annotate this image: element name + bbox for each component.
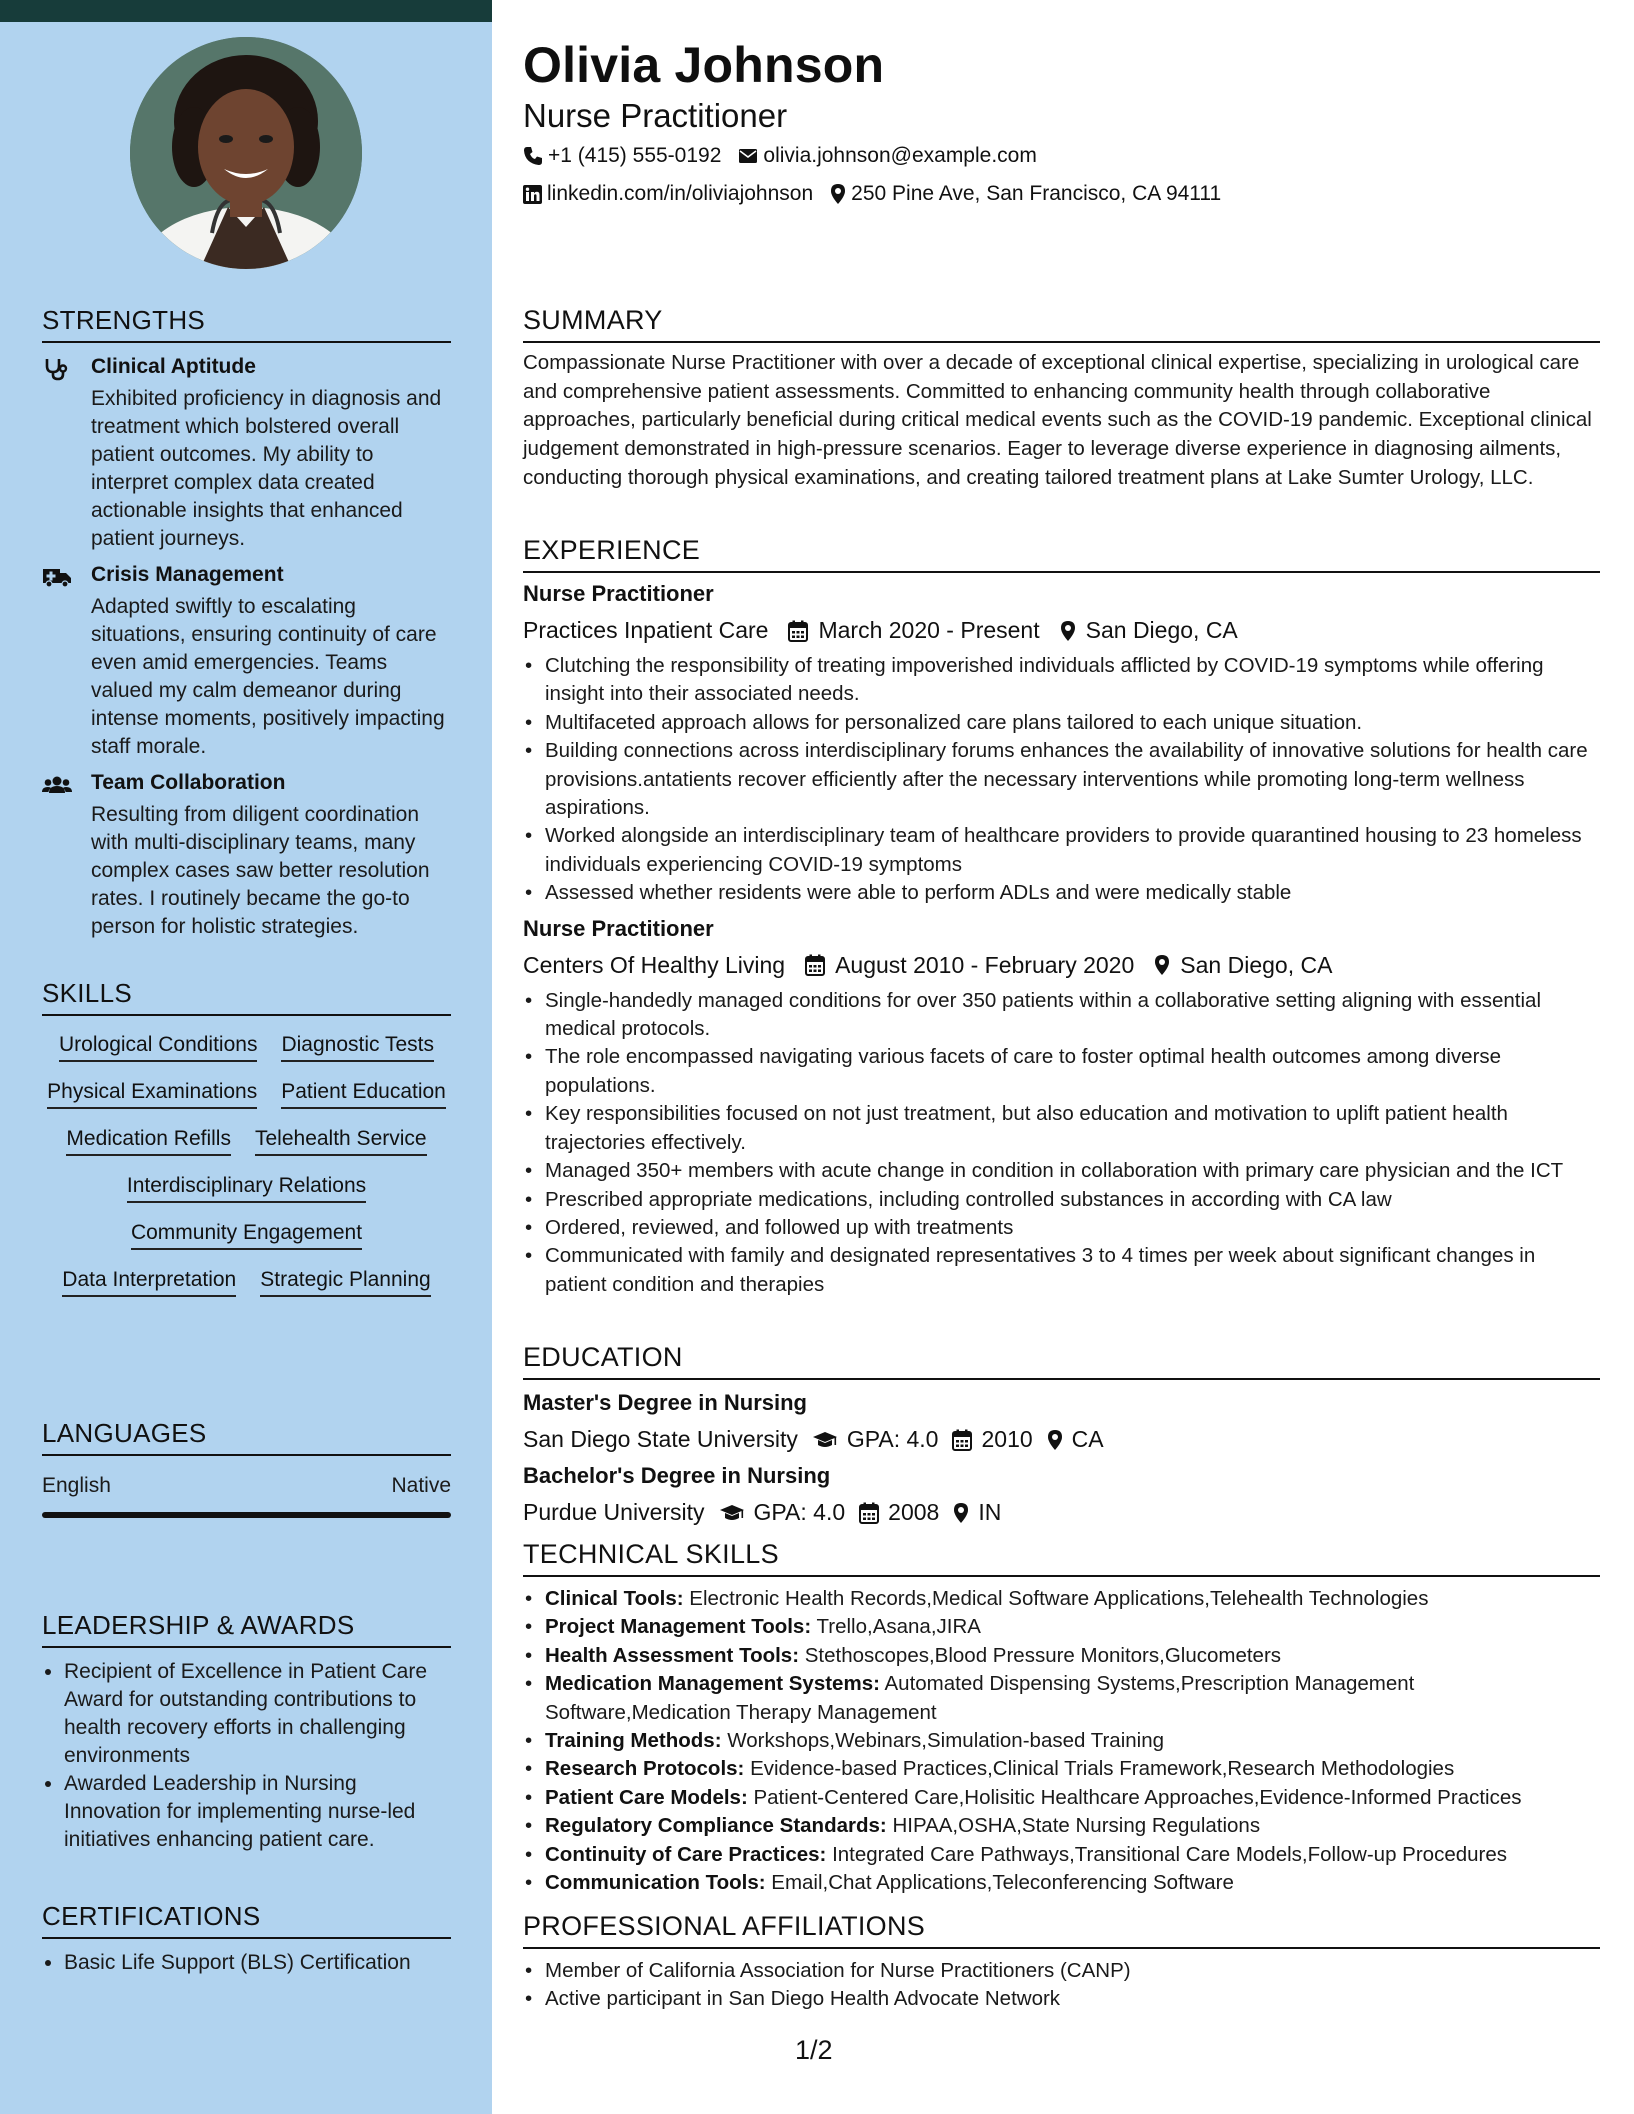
map-pin-icon bbox=[953, 1502, 969, 1524]
map-pin-icon bbox=[1154, 954, 1170, 976]
certifications-title: CERTIFICATIONS bbox=[42, 1901, 451, 1939]
education-entry bbox=[523, 1463, 1600, 1526]
job-bullet: • Single-handedly managed conditions for over 350 patients within a collaborative setting aligning with essential medical protocols. bbox=[523, 987, 1600, 1044]
job-title: Nurse Practitioner bbox=[523, 581, 714, 606]
contact-row bbox=[523, 182, 1238, 206]
skill-tag: Community Engagement bbox=[131, 1221, 362, 1250]
technical-skills-title: TECHNICAL SKILLS bbox=[523, 1539, 1600, 1577]
sidebar bbox=[0, 0, 492, 2114]
skills-title: SKILLS bbox=[42, 978, 451, 1016]
affiliations-section bbox=[523, 1911, 1600, 2014]
experience-title: EXPERIENCE bbox=[523, 535, 1600, 573]
skill-tag: Diagnostic Tests bbox=[281, 1033, 434, 1062]
job-bullet: • Communicated with family and designated representatives 3 to 4 times per week about significant changes in patient condition and therapies bbox=[523, 1242, 1600, 1299]
job-location: San Diego, CA bbox=[1085, 617, 1238, 643]
tech-skill-value: Email,Chat Applications,Teleconferencing Software bbox=[771, 1871, 1234, 1895]
tech-skill-value: Automated Dispensing Systems,Prescription Management Software,Medication Therapy Management bbox=[545, 1672, 1415, 1724]
tech-skill-label: Training Methods: bbox=[545, 1729, 722, 1753]
education-school: Purdue University bbox=[523, 1499, 705, 1525]
job-company: Practices Inpatient Care bbox=[523, 617, 769, 643]
summary-section bbox=[523, 305, 1600, 493]
job-dates: March 2020 - Present bbox=[818, 617, 1040, 643]
education-entry bbox=[523, 1390, 1600, 1453]
experience-section bbox=[523, 535, 1600, 1299]
skill-tag: Urological Conditions bbox=[59, 1033, 257, 1062]
affiliations-title: PROFESSIONAL AFFILIATIONS bbox=[523, 1911, 1600, 1949]
strength-description: Adapted swiftly to escalating situations, ensuring continuity of care even amid emergencies. Teams valued my calm demeanor during intense moments, positively impacting staff morale. bbox=[91, 595, 445, 758]
affiliation-item: • Member of California Association for Nurse Practitioners (CANP) bbox=[523, 1957, 1600, 1985]
address-contact bbox=[830, 182, 1221, 206]
education-location: CA bbox=[1071, 1426, 1104, 1452]
tech-skill-label: Health Assessment Tools: bbox=[545, 1643, 800, 1667]
languages-section bbox=[42, 1418, 451, 1518]
calendar-icon bbox=[788, 620, 808, 642]
certification-item: • Basic Life Support (BLS) Certification bbox=[64, 1949, 451, 1977]
tech-skill-value: Evidence-based Practices,Clinical Trials Framework,Research Methodologies bbox=[750, 1757, 1455, 1781]
calendar-icon bbox=[952, 1429, 972, 1451]
job-bullet: • The role encompassed navigating various facets of care to foster optimal health outcomes among diverse populations. bbox=[523, 1043, 1600, 1100]
strength-title: Team Collaboration bbox=[91, 771, 286, 794]
job-meta bbox=[523, 952, 1600, 979]
tech-skill-label: Continuity of Care Practices: bbox=[545, 1842, 827, 1866]
tech-skill-label: Clinical Tools: bbox=[545, 1587, 684, 1610]
tech-skill-value: Electronic Health Records,Medical Software Applications,Telehealth Technologies bbox=[689, 1587, 1429, 1610]
language-proficiency-bar bbox=[42, 1512, 451, 1518]
job-entry bbox=[523, 581, 1600, 908]
job-bullets bbox=[523, 987, 1600, 1299]
linkedin-url: linkedin.com/in/oliviajohnson bbox=[547, 182, 814, 205]
tech-skill-label: Communication Tools: bbox=[545, 1871, 766, 1895]
candidate-name: Olivia Johnson bbox=[523, 37, 885, 93]
profile-photo bbox=[130, 37, 362, 269]
job-location: San Diego, CA bbox=[1180, 951, 1333, 978]
summary-title: SUMMARY bbox=[523, 305, 1600, 343]
stethoscope-icon bbox=[42, 357, 72, 381]
education-gpa: GPA: 4.0 bbox=[753, 1499, 846, 1525]
education-school: San Diego State University bbox=[523, 1426, 798, 1452]
language-name: English bbox=[42, 1474, 111, 1497]
strengths-section bbox=[42, 305, 451, 941]
phone-contact[interactable] bbox=[523, 144, 721, 168]
calendar-icon bbox=[805, 954, 825, 976]
strength-item bbox=[42, 563, 451, 761]
technical-skills-list bbox=[523, 1585, 1600, 1897]
education-degree: Master's Degree in Nursing bbox=[523, 1390, 807, 1415]
tech-skill-label: Regulatory Compliance Standards: bbox=[545, 1814, 887, 1838]
skills-list bbox=[42, 1033, 451, 1297]
job-dates: August 2010 - February 2020 bbox=[835, 951, 1135, 978]
education-location: IN bbox=[978, 1499, 1002, 1525]
strength-title: Clinical Aptitude bbox=[91, 355, 256, 378]
tech-skill-value: Patient-Centered Care,Holisitic Healthcare Approaches,Evidence-Informed Practices bbox=[753, 1785, 1522, 1809]
certifications-section bbox=[42, 1901, 451, 1977]
envelope-icon bbox=[738, 148, 758, 164]
awards-list bbox=[42, 1658, 451, 1854]
job-bullet: • Ordered, reviewed, and followed up with treatments bbox=[523, 1214, 1600, 1242]
education-gpa: GPA: 4.0 bbox=[846, 1426, 939, 1452]
map-pin-icon bbox=[1047, 1429, 1063, 1451]
email-contact[interactable] bbox=[738, 144, 1036, 168]
strength-item bbox=[42, 771, 451, 941]
tech-skill-item bbox=[523, 1755, 1600, 1783]
tech-skill-label: Patient Care Models: bbox=[545, 1785, 748, 1809]
strength-description: Resulting from diligent coordination with multi-disciplinary teams, many complex cases saw better resolution rates. I routinely became the go-to person for holistic strategies. bbox=[91, 803, 430, 938]
language-row bbox=[42, 1474, 451, 1498]
job-company: Centers Of Healthy Living bbox=[523, 951, 786, 978]
education-meta bbox=[523, 1426, 1600, 1453]
awards-section bbox=[42, 1610, 451, 1854]
skill-tag: Strategic Planning bbox=[260, 1268, 430, 1297]
tech-skill-label: Medication Management Systems: bbox=[545, 1672, 880, 1696]
graduation-cap-icon bbox=[719, 1503, 745, 1523]
tech-skill-item bbox=[523, 1727, 1600, 1755]
job-bullet: • Multifaceted approach allows for personalized care plans tailored to each unique situation. bbox=[523, 709, 1600, 737]
tech-skill-label: Project Management Tools: bbox=[545, 1615, 812, 1639]
certifications-list bbox=[42, 1949, 451, 1977]
affiliations-list bbox=[523, 1957, 1600, 2014]
award-item: • Recipient of Excellence in Patient Care Award for outstanding contributions to health recovery efforts in challenging environments bbox=[64, 1658, 451, 1770]
address-text: 250 Pine Ave, San Francisco, CA 94111 bbox=[851, 182, 1222, 205]
strength-title: Crisis Management bbox=[91, 563, 284, 586]
tech-skill-item bbox=[523, 1642, 1600, 1670]
contact-row bbox=[523, 144, 1054, 168]
job-bullet: • Worked alongside an interdisciplinary team of healthcare providers to provide quarantined housing to 23 homeless individuals experiencing COVID-19 symptoms bbox=[523, 822, 1600, 879]
job-bullets bbox=[523, 652, 1600, 908]
job-bullet: • Managed 350+ members with acute change in condition in collaboration with primary care physician and the ICT bbox=[523, 1157, 1600, 1185]
graduation-cap-icon bbox=[812, 1430, 838, 1450]
award-item: • Awarded Leadership in Nursing Innovation for implementing nurse-led initiatives enhancing patient care. bbox=[64, 1770, 451, 1854]
tech-skill-item bbox=[523, 1613, 1600, 1641]
map-pin-icon bbox=[1060, 620, 1076, 642]
tech-skill-label: Research Protocols: bbox=[545, 1757, 745, 1781]
linkedin-icon bbox=[523, 185, 542, 204]
job-meta bbox=[523, 617, 1600, 644]
tech-skill-item bbox=[523, 1670, 1600, 1727]
page-number: 1/2 bbox=[795, 2035, 833, 2065]
job-bullet: • Prescribed appropriate medications, including controlled substances in according with CA law bbox=[523, 1186, 1600, 1214]
affiliation-item: • Active participant in San Diego Health Advocate Network bbox=[523, 1985, 1600, 2013]
tech-skill-value: Workshops,Webinars,Simulation-based Training bbox=[727, 1729, 1165, 1753]
sidebar-top-bar bbox=[0, 0, 492, 22]
candidate-role: Nurse Practitioner bbox=[523, 97, 788, 134]
skill-tag: Medication Refills bbox=[66, 1127, 231, 1156]
education-title: EDUCATION bbox=[523, 1342, 1600, 1380]
skill-tag: Interdisciplinary Relations bbox=[127, 1174, 366, 1203]
tech-skill-value: HIPAA,OSHA,State Nursing Regulations bbox=[892, 1814, 1261, 1838]
job-title: Nurse Practitioner bbox=[523, 915, 714, 941]
skill-tag: Patient Education bbox=[281, 1080, 446, 1109]
tech-skill-item bbox=[523, 1784, 1600, 1812]
education-degree: Bachelor's Degree in Nursing bbox=[523, 1463, 831, 1488]
ambulance-icon bbox=[42, 565, 72, 589]
skill-tag: Physical Examinations bbox=[47, 1080, 257, 1109]
tech-skill-item bbox=[523, 1812, 1600, 1840]
tech-skill-value: Integrated Care Pathways,Transitional Care Models,Follow-up Procedures bbox=[832, 1842, 1507, 1866]
technical-skills-section bbox=[523, 1539, 1600, 1897]
calendar-icon bbox=[859, 1502, 879, 1524]
summary-text: Compassionate Nurse Practitioner with over a decade of exceptional clinical expertise, specializing in urological care and comprehensive patient assessments. Committed to enhancing community health through collaborative approaches, particularly beneficial during critical medical events such as the COVID-19 pandemic. Exceptional clinical judgement demonstrated in high-pressure scenarios. Eager to leverage diverse experience in diagnosing ailments, conducting thorough physical examinations, and creating tailored treatment plans at Lake Sumter Urology, LLC. bbox=[523, 351, 1592, 489]
strengths-title: STRENGTHS bbox=[42, 305, 451, 343]
linkedin-contact[interactable] bbox=[523, 182, 813, 206]
education-year: 2010 bbox=[981, 1426, 1033, 1452]
users-icon bbox=[42, 773, 72, 797]
language-level: Native bbox=[391, 1474, 451, 1497]
languages-title: LANGUAGES bbox=[42, 1418, 451, 1456]
tech-skill-item bbox=[523, 1585, 1600, 1613]
skills-section bbox=[42, 978, 451, 1297]
phone-icon bbox=[523, 146, 543, 166]
job-bullet: • Assessed whether residents were able to perform ADLs and were medically stable bbox=[523, 879, 1600, 907]
skill-tag: Telehealth Service bbox=[255, 1127, 427, 1156]
education-meta bbox=[523, 1499, 1600, 1526]
email-address: olivia.johnson@example.com bbox=[763, 144, 1037, 167]
map-pin-icon bbox=[830, 183, 846, 205]
phone-number: +1 (415) 555-0192 bbox=[548, 144, 722, 167]
job-bullet: • Building connections across interdisciplinary forums enhances the availability of innovative solutions for health care provisions.antatients recover efficiently after the necessary interventions while promoting long-term wellness aspirations. bbox=[523, 737, 1600, 822]
job-bullet: • Key responsibilities focused on not just treatment, but also education and motivation to uplift patient health trajectories effectively. bbox=[523, 1100, 1600, 1157]
education-year: 2008 bbox=[888, 1499, 940, 1525]
tech-skill-value: Trello,Asana,JIRA bbox=[816, 1615, 981, 1639]
job-entry bbox=[523, 916, 1600, 1299]
tech-skill-value: Stethoscopes,Blood Pressure Monitors,Glucometers bbox=[804, 1643, 1282, 1667]
awards-title: LEADERSHIP & AWARDS bbox=[42, 1610, 451, 1648]
strength-item bbox=[42, 355, 451, 553]
tech-skill-item bbox=[523, 1841, 1600, 1869]
strength-description: Exhibited proficiency in diagnosis and treatment which bolstered overall patient outcomes. My ability to interpret complex data created actionable insights that enhanced patient journeys. bbox=[91, 387, 442, 550]
skill-tag: Data Interpretation bbox=[62, 1268, 236, 1297]
tech-skill-item bbox=[523, 1869, 1600, 1897]
education-section bbox=[523, 1342, 1600, 1526]
job-bullet: • Clutching the responsibility of treating impoverished individuals afflicted by COVID-19 symptoms while offering insight into their associated needs. bbox=[523, 652, 1600, 709]
